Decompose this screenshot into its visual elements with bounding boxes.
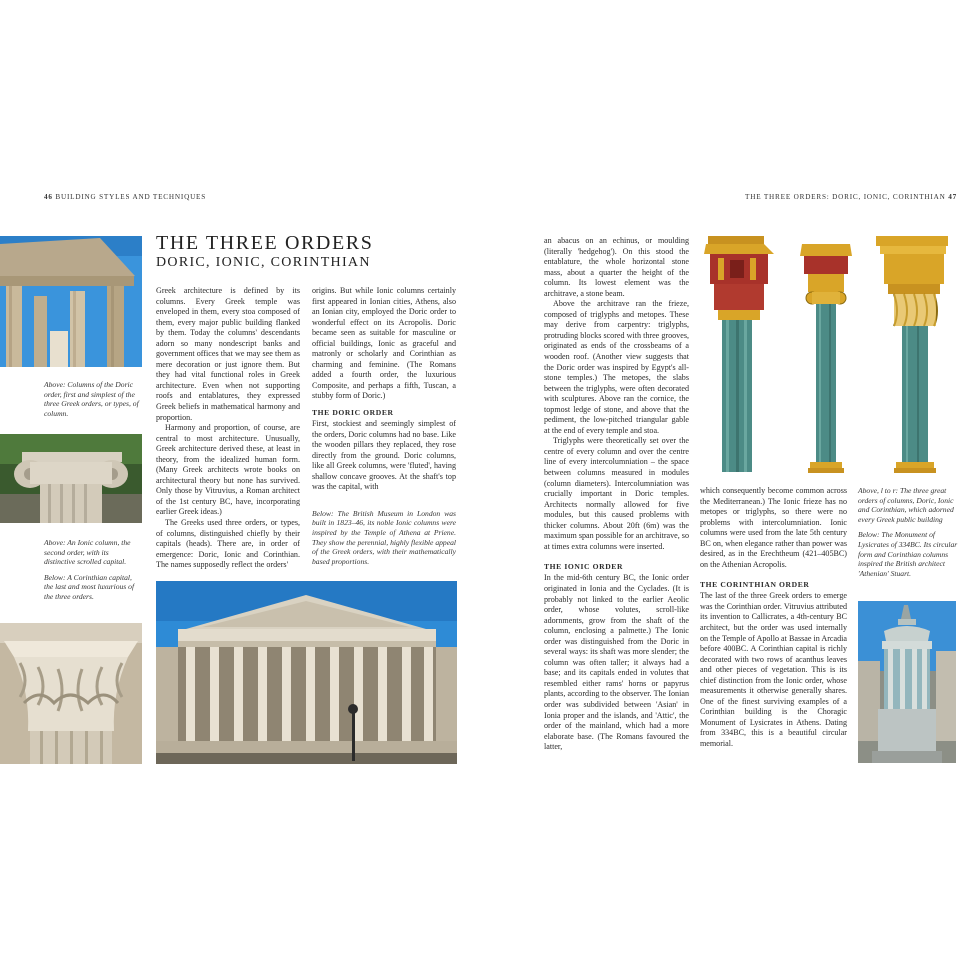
ionic-caption: Above: An Ionic column, the second order, with its distinctive scrolled capital.: [44, 538, 131, 567]
left-page-number: 46: [44, 193, 53, 201]
paragraph: an abacus on an echinus, or moulding (literally 'hedgehog'). On this stood the entablature, the whole horizontal stone mass, about a quarter the height of the column. Its lowest element was the architrave, a stone beam.: [544, 236, 689, 298]
ionic-column-drawing: [800, 244, 852, 473]
left-running-head-text: BUILDING STYLES AND TECHNIQUES: [55, 193, 207, 201]
corinthian-order-heading: THE CORINTHIAN ORDER: [700, 580, 810, 590]
corinthian-column-drawing: [876, 236, 948, 473]
ionic-capital-photo: [0, 434, 142, 523]
ionic-order-heading: THE IONIC ORDER: [544, 562, 624, 572]
right-column-1: [544, 236, 689, 753]
doric-order-heading: THE DORIC ORDER: [312, 408, 394, 418]
ionic-captions: [44, 538, 141, 608]
monument-caption: Below: The Monument of Lysicrates of 334BC. Its circular form and Corinthian columns inspired the British architect 'Athenian' Stuart.: [858, 530, 958, 578]
british-museum-photo: [156, 581, 457, 764]
paragraph: origins. But while Ionic columns certainly first appeared in Ionian cities, Athens, also an Ionian city, employed the Doric order to wonderful effect on its Acropolis. Doric became seen as suitable for masculine or official buildings, Ionic as graceful and matronly or scholarly and Corinthian as charming and feminine. (The Romans added a fourth order, the luxurious Composite, and perhaps a fifth, Tuscan, a stubby form of Doric.): [312, 286, 456, 401]
doric-columns-photo: [0, 236, 142, 367]
doric-caption: Above: Columns of the Doric order, first and simplest of the three Greek orders, or types, of column.: [44, 380, 139, 418]
page-subtitle: DORIC, IONIC, CORINTHIAN: [156, 255, 371, 270]
paragraph: Triglyphs were theoretically set over the centre of every column and over the centre line of every intercolumniation – the space between columns measured in modules (column diameters). Intercolumniation was crucially important in Doric temples. Architects normally allowed for five modules, but this caused problems with thicker columns. About 20ft (6m) was the maximum span possible for an architrave, so at times extra columns were inserted.: [544, 436, 689, 551]
paragraph: Above the architrave ran the frieze, composed of triglyphs and metopes. These may derive from carpentry: triglyphs, protruding blocks scored with three grooves, originated as ends of the crossbeams of a wooden roof. (Another view suggests that the Doric order was inspired by Egypt's all-stone temples.) The metopes, the slabs between the triglyphs, were often decorated with sculptures. Above ran the cornice, the topmost ledge of stone, and above that the pediment, the low-pitched triangular gable at the end of every temple and stoa.: [544, 299, 689, 435]
right-running-head-text: THE THREE ORDERS: DORIC, IONIC, CORINTHIAN: [745, 193, 946, 201]
orders-caption: Above, l to r: The three great orders of columns, Doric, Ionic and Corinthian, which adorned every Greek public building: [858, 486, 954, 524]
left-column-1: [156, 286, 300, 571]
corinthian-capital-photo: [0, 623, 142, 764]
paragraph: Greek architecture is defined by its columns. Every Greek temple was enveloped in them, every stoa composed of them, every major public building flanked by them. Today the columns' descendants adorn so many nondescript banks and government offices that we may see them as mere decoration or just ignore them. But they had vital functional roles in Greek architecture. Even when not supporting roofs and entablatures, they expressed Greek beliefs in mathematical harmony and proportion.: [156, 286, 300, 422]
paragraph: First, stockiest and seemingly simplest of the orders, Doric columns had no base. Like the wooden pillars they replaced, they rose directly from the ground. Doric columns, like all Greek columns, were 'fluted', having shallow concave grooves. At the shaft's top was the capital, with: [312, 419, 456, 492]
left-column-2: [312, 286, 456, 566]
paragraph: The Greeks used three orders, or types, of columns, distinguished chiefly by their capitals (heads). There are, in order of emergence: Doric, Ionic and Corinthian. The names supposedly reflect the orders': [156, 518, 300, 570]
lysicrates-monument-photo: [858, 601, 956, 763]
paragraph: In the mid-6th century BC, the Ionic order originated in Ionia and the Cyclades. (It is probably not linked to the earlier Aeolic order, whose volutes, scroll-like adornments, grow from the shaft of the column, enclosing a palmette.) The Ionic order was distinguished from the Doric in several ways: its shaft was more slender; the column was often taller; it always had a base; and its capitals ended in volutes that resembled either rams' horns or papyrus plants, according to the observer. The Ionian order was subdivided between 'Asian' in Ionia proper and the islands, and 'Attic', the order of the mainland, which had a more elaborate base. (The Romans favoured the latter,: [544, 573, 689, 752]
right-running-head: [745, 193, 957, 201]
corinthian-caption: Below: A Corinthian capital, the last and most luxurious of the three orders.: [44, 572, 135, 601]
doric-column-drawing: [704, 236, 774, 472]
right-captions: [858, 486, 958, 584]
paragraph: The last of the three Greek orders to emerge was the Corinthian order. Vitruvius attributed its invention to Callicrates, a 4th-century BC architect, but the order was used internally on the Temple of Apollo at Bassae in Arcadia before 400BC. A Corinthian capital is richly decorated with two rows of acanthus leaves and other pieces of vegetation. This is its chief distinction from the Ionic order, whose measurements it otherwise generally shares. One of the finest surviving examples of a Corinthian building is the Choragic Monument of Lysicrates in Athens. Dating from 334BC, this is a beautiful circular memorial.: [700, 591, 847, 749]
three-orders-illustration: [704, 236, 952, 476]
right-column-2: [700, 486, 847, 750]
right-page-number: 47: [948, 193, 957, 201]
left-running-head: [44, 193, 206, 201]
paragraph: Harmony and proportion, of course, are central to most architecture. Unusually, Greek architecture derived these, at least in theory, from the idealized human form. (Many Greek architects wrote books on architectural theory but none has survived. Only those by Vitruvius, a Roman architect of the 1st century BC, have, incorporating earlier Greek ideas.): [156, 423, 300, 517]
paragraph: which consequently become common across the Mediterranean.) The Ionic frieze has no metopes or triglyphs, so there were no problems with intercolumniation. Ionic columns were used from the late 5th century BC on, when elegance rather than power was desired, as in the Erechtheum (421–405BC) on the Athenian Acropolis.: [700, 486, 847, 569]
museum-caption: Below: The British Museum in London was built in 1823–46, its noble Ionic columns were inspired by the Temple of Athena at Priene. They show the perennial, highly flexible appeal of the Greek orders, with their mathematically based proportions.: [312, 508, 456, 566]
page-title: THE THREE ORDERS: [156, 232, 374, 254]
